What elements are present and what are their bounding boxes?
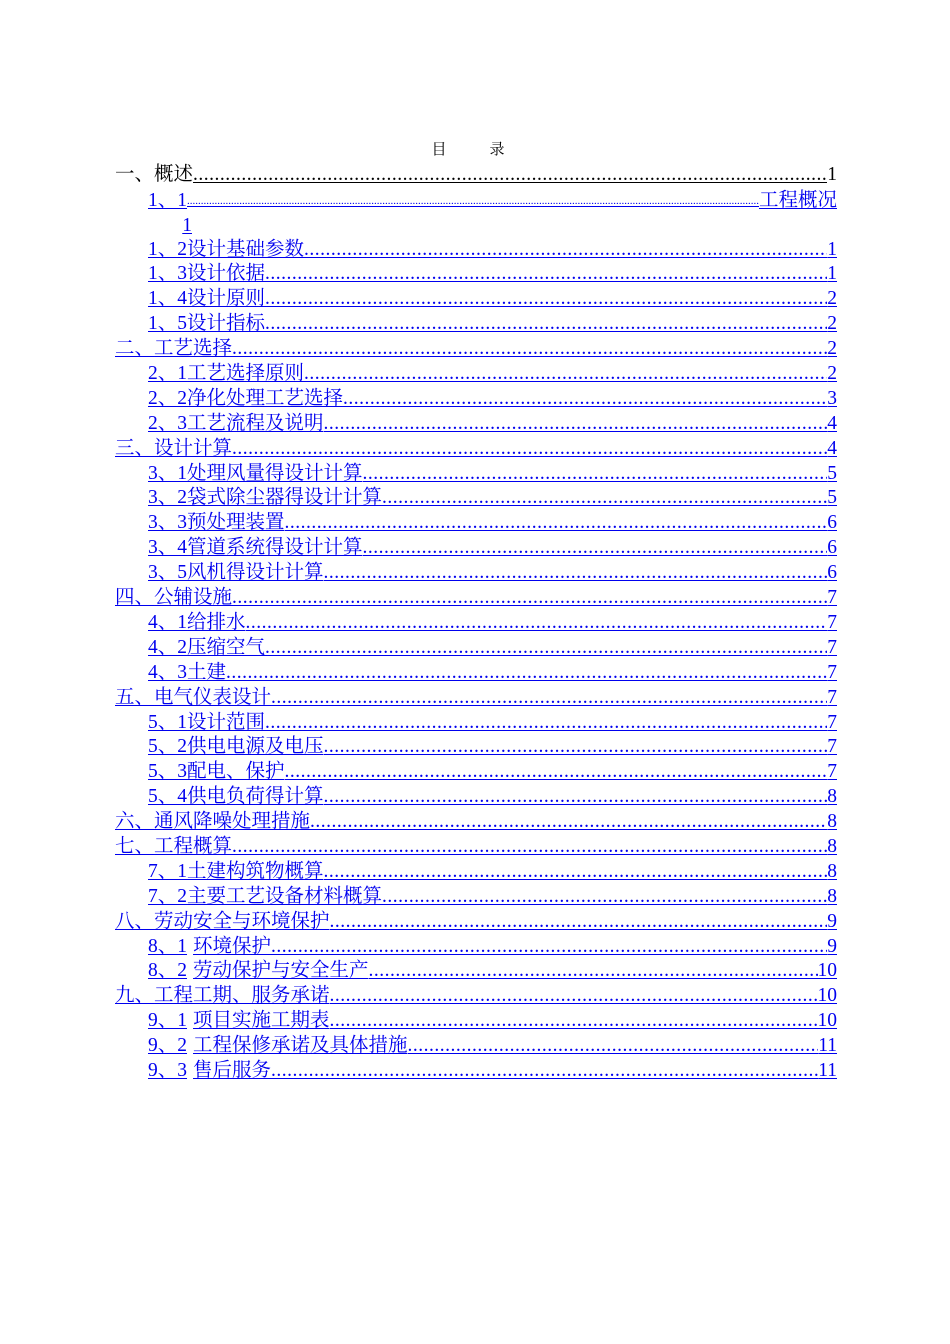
toc-entry-label: 设计指标 xyxy=(187,313,266,335)
toc-entry[interactable] xyxy=(148,187,837,237)
toc-entry-page: 7 xyxy=(827,711,837,733)
toc-entry-label: 土建构筑物概算 xyxy=(187,860,324,882)
toc-section-entry[interactable] xyxy=(148,262,837,287)
toc-section-entry[interactable] xyxy=(148,510,837,535)
toc-entry-number: 5、2 xyxy=(148,736,188,758)
toc-leader-dots xyxy=(408,1034,819,1058)
toc-entry-page: 6 xyxy=(827,562,837,584)
toc-entry-page: 4 xyxy=(827,437,837,459)
toc-entry-number: 1、2 xyxy=(148,238,188,260)
toc-entry-label: 工艺选择 xyxy=(154,338,233,360)
toc-leader-dots xyxy=(265,711,827,735)
toc-entry-label: 工程工期、服务承诺 xyxy=(154,985,330,1007)
toc-section-entry[interactable] xyxy=(148,735,837,760)
toc-leader-dots xyxy=(363,462,828,486)
toc-section-entry[interactable] xyxy=(148,610,837,635)
toc-leader-dots xyxy=(271,935,827,959)
toc-entry-number: 四、 xyxy=(115,587,155,609)
toc-entry-page: 10 xyxy=(817,960,837,982)
toc-leader-dots xyxy=(232,437,827,461)
toc-entry-number: 七、 xyxy=(115,835,155,857)
toc-leader-dots xyxy=(363,536,828,560)
toc-entry-number: 一、 xyxy=(115,163,155,185)
toc-leader-dots xyxy=(265,636,827,660)
toc-entry-number: 1、5 xyxy=(148,313,188,335)
toc-entry-page: 9 xyxy=(827,910,837,932)
toc-entry-label: 净化处理工艺选择 xyxy=(187,387,344,409)
toc-section-entry[interactable] xyxy=(148,859,837,884)
toc-entry-page: 7 xyxy=(827,611,837,633)
toc-entry-label: 设计基础参数 xyxy=(187,238,305,260)
toc-section-entry[interactable] xyxy=(148,286,837,311)
toc-section-entry[interactable] xyxy=(148,635,837,660)
toc-section-entry[interactable] xyxy=(148,784,837,809)
toc-entry-page: 11 xyxy=(818,1059,837,1081)
toc-entry-number: 9、1 xyxy=(148,1010,188,1032)
toc-leader-dots xyxy=(330,984,818,1008)
toc-section-entry[interactable] xyxy=(148,311,837,336)
toc-entry-number: 3、1 xyxy=(148,462,188,484)
toc-leader-dots xyxy=(304,238,827,262)
toc-section-entry[interactable] xyxy=(148,1033,837,1058)
toc-entry-label: 供电负荷得计算 xyxy=(187,786,324,808)
toc-title: 目 录 xyxy=(431,142,519,158)
toc-entry-page: 8 xyxy=(827,786,837,808)
toc-leader-dots xyxy=(285,511,828,535)
toc-chapter-entry[interactable] xyxy=(115,585,837,610)
toc-leader-dots xyxy=(369,959,818,983)
toc-entry-page: 11 xyxy=(818,1035,837,1057)
toc-entry-label: 环境保护 xyxy=(193,935,272,957)
toc-entry-page: 1 xyxy=(827,263,837,285)
toc-leader-dots xyxy=(382,486,827,510)
toc-leader-dots xyxy=(232,586,827,610)
toc-entry-page: 10 xyxy=(817,985,837,1007)
toc-chapter-entry[interactable] xyxy=(115,162,837,187)
toc-leader-dots xyxy=(271,1059,818,1083)
toc-entry-label: 劳动安全与环境保护 xyxy=(154,910,330,932)
toc-entry-number: 9、2 xyxy=(148,1035,188,1057)
toc-entry-label: 主要工艺设备材料概算 xyxy=(187,885,383,907)
toc-entry-page: 6 xyxy=(827,512,837,534)
toc-entry-number: 六、 xyxy=(115,811,155,833)
toc-entry-number: 九、 xyxy=(115,985,155,1007)
toc-leader-dots xyxy=(232,835,827,859)
toc-section-entry[interactable] xyxy=(148,386,837,411)
toc-entry-number: 3、2 xyxy=(148,487,188,509)
toc-entry-number: 五、 xyxy=(115,686,155,708)
toc-entry-page: 2 xyxy=(827,288,837,310)
toc-leader-dots xyxy=(330,910,828,934)
toc-section-entry[interactable] xyxy=(148,560,837,585)
toc-section-entry[interactable] xyxy=(148,1058,837,1083)
toc-chapter-entry[interactable] xyxy=(115,809,837,834)
toc-section-entry[interactable] xyxy=(148,237,837,262)
toc-entry-label: 工程保修承诺及具体措施 xyxy=(193,1035,408,1057)
toc-entry-label: 土建 xyxy=(187,661,227,683)
toc-entry-label: 通风降噪处理措施 xyxy=(154,811,311,833)
toc-entry-page: 8 xyxy=(827,835,837,857)
toc-leader-dots xyxy=(324,561,828,585)
toc-entry-label: 风机得设计计算 xyxy=(187,562,324,584)
toc-entry-number: 八、 xyxy=(115,910,155,932)
toc-entry-number: 3、5 xyxy=(148,562,188,584)
toc-entry-page: 2 xyxy=(827,363,837,385)
table-of-contents xyxy=(115,162,837,1083)
toc-entry-page: 1 xyxy=(182,214,192,236)
toc-entry-page: 5 xyxy=(827,462,837,484)
toc-entry-number: 5、4 xyxy=(148,786,188,808)
toc-entry-label: 公辅设施 xyxy=(154,587,233,609)
toc-section-entry[interactable] xyxy=(148,934,837,959)
toc-entry-number: 1、1 xyxy=(148,189,188,211)
toc-entry-page: 4 xyxy=(827,412,837,434)
toc-entry-page: 7 xyxy=(827,686,837,708)
toc-section-entry[interactable] xyxy=(148,759,837,784)
toc-entry-page: 7 xyxy=(827,587,837,609)
toc-entry-page: 7 xyxy=(827,661,837,683)
toc-entry-page: 2 xyxy=(827,313,837,335)
toc-entry-number: 7、1 xyxy=(148,860,188,882)
toc-entry-label: 概述 xyxy=(154,163,194,185)
toc-entry-number: 1、3 xyxy=(148,263,188,285)
toc-entry-number: 5、3 xyxy=(148,761,188,783)
toc-entry-label: 袋式除尘器得设计计算 xyxy=(187,487,383,509)
toc-entry-page: 10 xyxy=(817,1010,837,1032)
toc-leader-dots xyxy=(285,760,828,784)
toc-section-entry[interactable] xyxy=(148,660,837,685)
toc-entry-page: 8 xyxy=(827,860,837,882)
toc-leader-dots xyxy=(324,735,828,759)
toc-entry-page: 6 xyxy=(827,537,837,559)
toc-section-entry[interactable] xyxy=(148,959,837,984)
toc-entry-number: 4、2 xyxy=(148,636,188,658)
toc-entry-page: 8 xyxy=(827,811,837,833)
toc-section-entry[interactable] xyxy=(148,411,837,436)
toc-entry-label: 设计依据 xyxy=(187,263,266,285)
toc-entry-label: 预处理装置 xyxy=(187,512,285,534)
toc-entry-number: 三、 xyxy=(115,437,155,459)
toc-entry-number: 1、4 xyxy=(148,288,188,310)
toc-leader-dots xyxy=(324,785,828,809)
toc-entry-number: 7、2 xyxy=(148,885,188,907)
toc-entry-number: 9、3 xyxy=(148,1059,188,1081)
toc-leader-dots xyxy=(232,337,827,361)
toc-leader-dots xyxy=(324,412,828,436)
toc-chapter-entry[interactable] xyxy=(115,834,837,859)
toc-entry-label: 管道系统得设计计算 xyxy=(187,537,363,559)
toc-section-entry[interactable] xyxy=(148,361,837,386)
toc-entry-page: 1 xyxy=(827,238,837,260)
toc-entry-page: 9 xyxy=(827,935,837,957)
toc-entry-label: 设计计算 xyxy=(154,437,233,459)
toc-chapter-entry[interactable] xyxy=(115,336,837,361)
toc-entry-label: 给排水 xyxy=(187,611,246,633)
toc-entry-page: 3 xyxy=(827,387,837,409)
toc-chapter-entry[interactable] xyxy=(115,685,837,710)
toc-entry-page: 8 xyxy=(827,885,837,907)
toc-entry-page: 2 xyxy=(827,338,837,360)
toc-entry-label: 工艺流程及说明 xyxy=(187,412,324,434)
toc-leader-dots xyxy=(265,287,827,311)
toc-leader-dots xyxy=(343,387,827,411)
toc-section-entry[interactable] xyxy=(148,486,837,511)
toc-leader-dots xyxy=(187,188,759,212)
toc-entry-label: 工程概况 xyxy=(758,189,837,211)
toc-entry-label: 设计范围 xyxy=(187,711,266,733)
toc-chapter-entry[interactable] xyxy=(115,909,837,934)
toc-entry-label: 劳动保护与安全生产 xyxy=(193,960,369,982)
toc-entry-number: 2、3 xyxy=(148,412,188,434)
toc-leader-dots xyxy=(330,1009,818,1033)
toc-entry-number: 5、1 xyxy=(148,711,188,733)
toc-entry-label: 压缩空气 xyxy=(187,636,266,658)
toc-leader-dots xyxy=(310,810,827,834)
toc-entry-number: 3、4 xyxy=(148,537,188,559)
toc-section-entry[interactable] xyxy=(148,535,837,560)
toc-leader-dots xyxy=(265,312,827,336)
toc-entry-page: 7 xyxy=(827,761,837,783)
toc-section-entry[interactable] xyxy=(148,884,837,909)
toc-entry-label: 售后服务 xyxy=(193,1059,272,1081)
toc-chapter-entry[interactable] xyxy=(115,983,837,1008)
toc-entry-number: 2、2 xyxy=(148,387,188,409)
toc-entry-number: 2、1 xyxy=(148,363,188,385)
toc-leader-dots xyxy=(324,860,828,884)
toc-section-entry[interactable] xyxy=(148,710,837,735)
toc-section-entry[interactable] xyxy=(148,1008,837,1033)
toc-entry-label: 设计原则 xyxy=(187,288,266,310)
toc-entry-label: 项目实施工期表 xyxy=(193,1010,330,1032)
toc-entry-page: 1 xyxy=(827,163,837,185)
toc-entry-number: 3、3 xyxy=(148,512,188,534)
toc-section-entry[interactable] xyxy=(148,461,837,486)
toc-entry-number: 8、1 xyxy=(148,935,188,957)
toc-entry-label: 供电电源及电压 xyxy=(187,736,324,758)
toc-leader-dots xyxy=(193,163,827,187)
toc-entry-page: 5 xyxy=(827,487,837,509)
toc-leader-dots xyxy=(304,362,827,386)
toc-entry-label: 电气仪表设计 xyxy=(154,686,272,708)
toc-entry-number: 8、2 xyxy=(148,960,188,982)
toc-entry-label: 配电、保护 xyxy=(187,761,285,783)
toc-entry-label: 工程概算 xyxy=(154,835,233,857)
toc-entry-label: 处理风量得设计计算 xyxy=(187,462,363,484)
toc-leader-dots xyxy=(265,262,827,286)
toc-leader-dots xyxy=(382,885,827,909)
toc-entry-number: 4、1 xyxy=(148,611,188,633)
toc-leader-dots xyxy=(246,611,828,635)
toc-entry-page: 7 xyxy=(827,736,837,758)
toc-leader-dots xyxy=(226,661,827,685)
toc-entry-number: 二、 xyxy=(115,338,155,360)
toc-leader-dots xyxy=(271,686,827,710)
toc-entry-number: 4、3 xyxy=(148,661,188,683)
toc-chapter-entry[interactable] xyxy=(115,436,837,461)
toc-entry-label: 工艺选择原则 xyxy=(187,363,305,385)
toc-entry-page: 7 xyxy=(827,636,837,658)
